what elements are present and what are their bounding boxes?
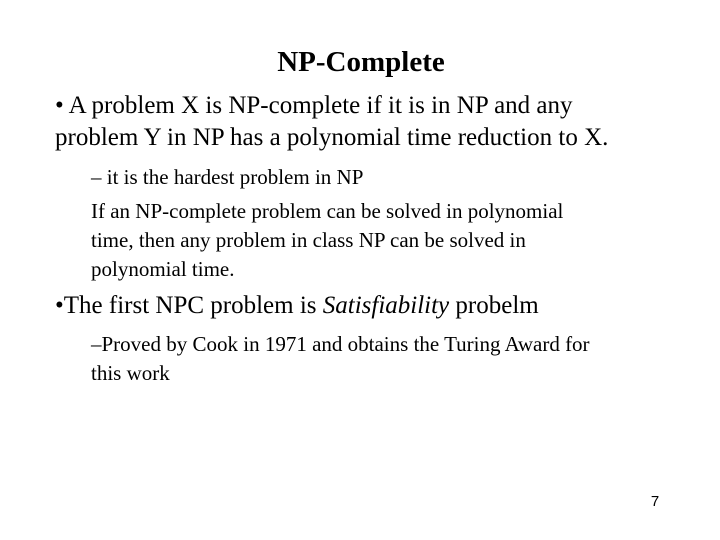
sub-2-line-2: time, then any problem in class NP can be solved in: [91, 228, 526, 252]
bullet-1-line-2: problem Y in NP has a polynomial time reduction to X.: [55, 124, 609, 151]
page-number: 7: [650, 493, 660, 510]
sub-2-line-3: polynomial time.: [91, 257, 235, 281]
bullet-2-suffix: probelm: [449, 292, 539, 319]
slide-title: NP-Complete: [277, 46, 445, 78]
sub-2-line-1: If an NP-complete problem can be solved in polynomial: [91, 199, 564, 223]
bullet-np-complete-definition: [55, 90, 705, 154]
bullet-1-line-1: • A problem X is NP-complete if it is in NP and any: [55, 92, 573, 119]
sub-bullet-hardest-problem: – it is the hardest problem in NP: [91, 165, 364, 189]
bullet-2-emphasis: Satisfiability: [322, 292, 450, 319]
sub-bullet-cook-1971: [91, 330, 701, 388]
bullet-2-prefix: •The first NPC problem is: [55, 292, 323, 319]
sub-3-line-2: this work: [91, 361, 170, 385]
bullet-first-npc-problem: [55, 290, 705, 322]
sub-bullet-polynomial-solvable: [91, 197, 701, 284]
sub-3-line-1: –Proved by Cook in 1971 and obtains the Turing Award for: [91, 332, 590, 356]
